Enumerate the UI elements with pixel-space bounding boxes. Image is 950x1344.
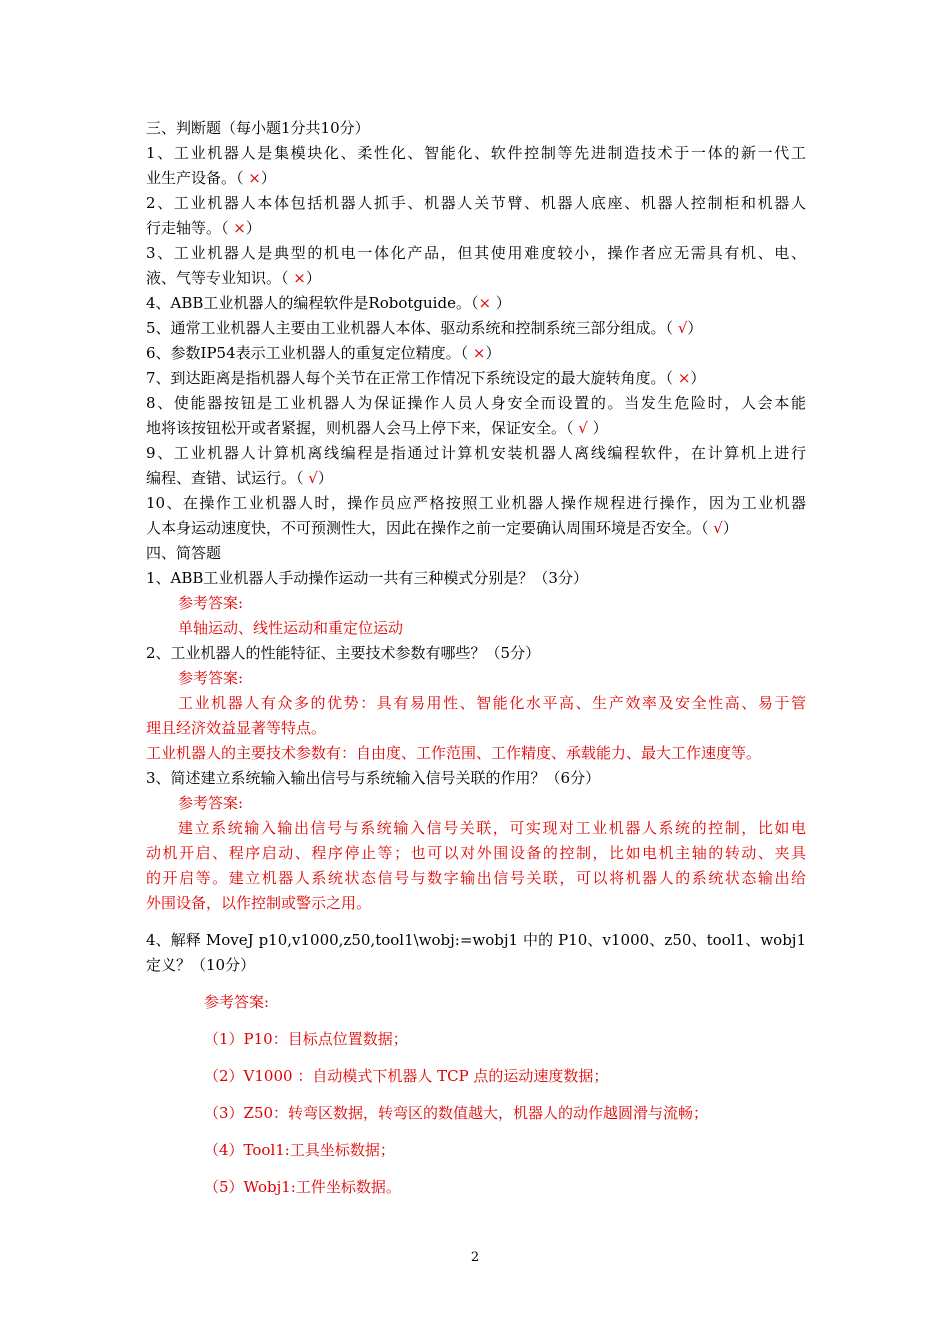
tf-item-6: 6、参数IP54表示工业机器人的重复定位精度。（ ×） xyxy=(146,344,501,362)
tf-item-7: 7、到达距离是指机器人每个关节在正常工作情况下系统设定的最大旋转角度。（ ×） xyxy=(146,369,706,387)
q4-answer-3: （3）Z50：转弯区数据，转弯区的数值越大，机器人的动作越圆滑与流畅； xyxy=(204,1104,709,1122)
tf-item-6-mark: × xyxy=(472,344,486,362)
tf-item-8-line2: 地将该按钮松开或者紧握，则机器人会马上停下来，保证安全。（ √ ） xyxy=(146,419,608,437)
q3-question: 3、简述建立系统输入输出信号与系统输入信号关联的作用？（6分） xyxy=(146,769,601,787)
tf-item-10-line2: 人本身运动速度快，不可预测性大，因此在操作之前一定要确认周围环境是否安全。（ √） xyxy=(146,519,738,537)
q1-answer: 单轴运动、线性运动和重定位运动 xyxy=(178,619,404,637)
tf-item-2-line1: 2、工业机器人本体包括机器人抓手、机器人关节臂、机器人底座、机器人控制柜和机器人 xyxy=(146,194,806,212)
q4-answer-5: （5）Wobj1:工件坐标数据。 xyxy=(204,1178,401,1196)
tf-item-9-line1: 9、工业机器人计算机离线编程是指通过计算机安装机器人离线编程软件，在计算机上进行 xyxy=(146,444,806,462)
q2-ref-label: 参考答案: xyxy=(178,669,244,687)
q3-answer-line2: 动机开启、程序启动、程序停止等；也可以对外围设备的控制，比如电机主轴的转动、夹具 xyxy=(146,844,806,862)
tf-item-1-line2: 业生产设备。（ ×） xyxy=(146,169,276,187)
tf-item-7-mark: × xyxy=(677,369,691,387)
tf-item-8-mark: √ xyxy=(578,419,588,437)
q1-ref-label: 参考答案: xyxy=(178,594,244,612)
section3-title: 三、判断题（每小题1分共10分） xyxy=(146,119,370,137)
q4-answer-2: （2）V1000 ：自动模式下机器人 TCP 点的运动速度数据； xyxy=(204,1067,609,1085)
tf-item-4-mark: × xyxy=(478,294,492,312)
tf-item-2-mark: × xyxy=(233,219,246,237)
q4-question-line2: 定义？（10分） xyxy=(146,956,256,974)
section4-title: 四、简答题 xyxy=(146,544,222,562)
tf-item-5-mark: √ xyxy=(677,319,688,337)
tf-item-2-line2: 行走轴等。（ ×） xyxy=(146,219,261,237)
tf-item-10-mark: √ xyxy=(713,519,723,537)
q4-ref-label: 参考答案: xyxy=(204,993,270,1011)
tf-item-1-mark: × xyxy=(248,169,261,187)
tf-item-1-line1: 1、工业机器人是集模块化、柔性化、智能化、软件控制等先进制造技术于一体的新一代工 xyxy=(146,144,806,162)
q4-answer-1: （1）P10：目标点位置数据； xyxy=(204,1030,408,1048)
tf-item-4: 4、ABB工业机器人的编程软件是Robotguide。（× ） xyxy=(146,294,511,312)
tf-item-3-mark: × xyxy=(293,269,306,287)
q4-answer-4: （4）Tool1:工具坐标数据； xyxy=(204,1141,395,1159)
tf-item-9-mark: √ xyxy=(308,469,318,487)
q2-question: 2、工业机器人的性能特征、主要技术参数有哪些？（5分） xyxy=(146,644,541,662)
q3-ref-label: 参考答案: xyxy=(178,794,244,812)
tf-item-3-line1: 3、工业机器人是典型的机电一体化产品，但其使用难度较小，操作者应无需具有机、电、 xyxy=(146,244,806,262)
q3-answer-line4: 外围设备，以作控制或警示之用。 xyxy=(146,894,372,912)
tf-item-3-line2: 液、气等专业知识。（ ×） xyxy=(146,269,321,287)
q2-answer-line2: 理且经济效益显著等特点。 xyxy=(146,719,327,737)
q4-question-line1: 4、解释 MoveJ p10,v1000,z50,tool1\wobj:=wobj1 中的 P10、v1000、z50、tool1、wobj1 xyxy=(146,931,806,949)
q3-answer-line1: 建立系统输入输出信号与系统输入信号关联，可实现对工业机器人系统的控制，比如电 xyxy=(178,819,806,837)
q3-answer-line3: 的开启等。建立机器人系统状态信号与数字输出信号关联，可以将机器人的系统状态输出给 xyxy=(146,869,806,887)
page-number: 2 xyxy=(470,1250,480,1265)
q2-answer-line1: 工业机器人有众多的优势：具有易用性、智能化水平高、生产效率及安全性高、易于管 xyxy=(178,694,806,712)
tf-item-9-line2: 编程、查错、试运行。（ √） xyxy=(146,469,333,487)
q1-question: 1、ABB工业机器人手动操作运动一共有三种模式分别是？（3分） xyxy=(146,569,588,587)
tf-item-5: 5、通常工业机器人主要由工业机器人本体、驱动系统和控制系统三部分组成。（ √） xyxy=(146,319,703,337)
q2-answer-line3: 工业机器人的主要技术参数有：自由度、工作范围、工作精度、承载能力、最大工作速度等。 xyxy=(146,744,762,762)
tf-item-10-line1: 10、在操作工业机器人时，操作员应严格按照工业机器人操作规程进行操作，因为工业机器 xyxy=(146,494,806,512)
tf-item-8-line1: 8、使能器按钮是工业机器人为保证操作人员人身安全而设置的。当发生危险时，人会本能 xyxy=(146,394,806,412)
